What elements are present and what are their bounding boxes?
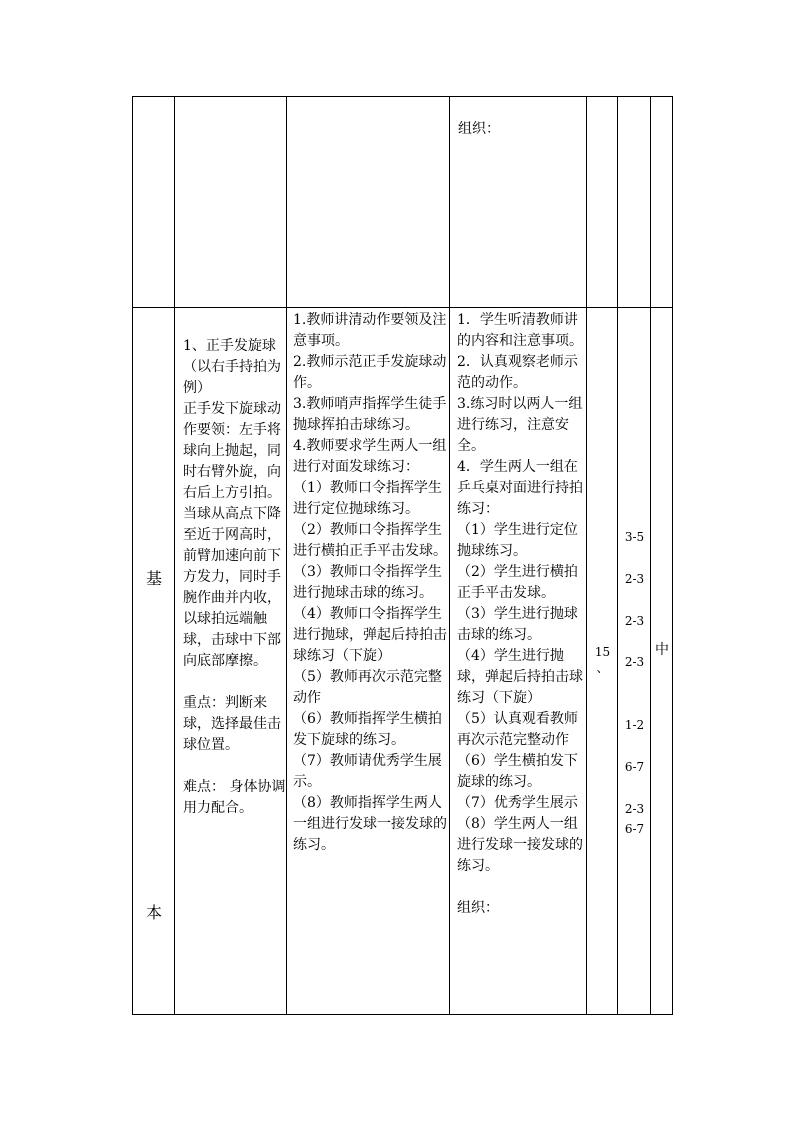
list-item: 4.教师要求学生两人一组进行对面发球练习： [293,438,447,475]
student-activity-list [457,310,585,919]
list-item: 2．认真观察老师示范的动作。 [457,354,578,391]
list-item: （3）教师口令指挥学生进行抛球击球的练习。 [293,564,442,601]
reps-cell [618,97,651,308]
content-cell [175,308,287,1015]
reps-value: 6-7 [624,760,645,774]
teacher-activity-cell [287,97,450,308]
stage-char: 基 [145,569,162,588]
list-item: （8）教师指挥学生两人一组进行发球一接发球的练习。 [293,795,447,853]
content-essentials: 正手发下旋球动作要领：左手将球向上抛起，同时右臂外旋，向右后上方引拍。当球从高点下降至近于网高时，前臂加速向前下方发力，同时手腕作曲并内收，以球拍远端触球，击球中下部向底部摩擦。 [183,401,281,669]
reps-value: 2-3 [624,802,645,816]
intensity-cell [651,308,673,1015]
list-item: （1）学生进行定位抛球练习。 [457,522,578,559]
stage-char: 本 [145,903,162,922]
student-activity-cell [450,97,587,308]
list-item: （6）学生横拍发下旋球的练习。 [457,753,578,790]
time-value: 15 [594,645,611,659]
reps-value: 6-7 [624,822,645,836]
reps-cell [618,308,651,1015]
list-item: 3.练习时以两人一组进行练习，注意安全。 [457,396,583,454]
teacher-activity-list [293,310,449,856]
list-item: （5）教师再次示范完整动作 [293,669,442,706]
time-mark: 、 [596,661,609,675]
intensity-value: 中 [655,642,669,658]
lesson-plan-table [132,96,673,1015]
difficulty: 难点： 身体协调用力配合。 [183,779,286,816]
reps-value: 2-3 [624,614,645,628]
list-item: （7）优秀学生展示 [457,795,578,811]
list-item: （4）教师口令指挥学生进行抛球，弹起后持拍击球练习（下旋） [293,606,447,664]
student-activity-cell [450,308,587,1015]
content-text [183,336,287,819]
content-title: 1、正手发旋球（以右手持拍为例） [183,338,281,396]
organization-label: 组织： [458,121,500,137]
list-item: 1.教师讲清动作要领及注意事项。 [293,312,447,349]
list-item: 3.教师哨声指挥学生徒手抛球挥拍击球练习。 [293,396,447,433]
reps-value: 1-2 [624,718,645,732]
teacher-activity-cell [287,308,450,1015]
list-item: （3）学生进行抛球击球的练习。 [457,606,578,643]
list-item: 4．学生两人一组在乒乓桌对面进行持拍练习： [457,459,583,517]
table-row [133,97,673,308]
list-item: （4）学生进行抛球，弹起后持拍击球练习（下旋） [457,648,583,706]
intensity-cell [651,97,673,308]
list-item: （2）学生进行横拍正手平击发球。 [457,564,578,601]
reps-value: 2-3 [624,572,645,586]
time-cell [587,97,618,308]
organization-label: 组织： [457,900,499,916]
list-item: 2.教师示范正手发旋球动作。 [293,354,447,391]
list-item: （8）学生两人一组进行发球一接发球的练习。 [457,816,583,874]
reps-value: 3-5 [624,530,645,544]
list-item: （7）教师请优秀学生展示。 [293,753,442,790]
stage-cell [133,308,175,1015]
stage-cell [133,97,175,308]
list-item: （6）教师指挥学生横拍发下旋球的练习。 [293,711,442,748]
reps-value: 2-3 [624,655,645,669]
key-point: 重点：判断来球，选择最佳击球位置。 [183,695,281,753]
list-item: （2）教师口令指挥学生进行横拍正手平击发球。 [293,522,447,559]
list-item: （5）认真观看教师再次示范完整动作 [457,711,578,748]
list-item: （1）教师口令指挥学生进行定位抛球练习。 [293,480,442,517]
time-cell [587,308,618,1015]
table-row [133,308,673,1015]
list-item: 1．学生听清教师讲的内容和注意事项。 [457,312,583,349]
content-cell [175,97,287,308]
